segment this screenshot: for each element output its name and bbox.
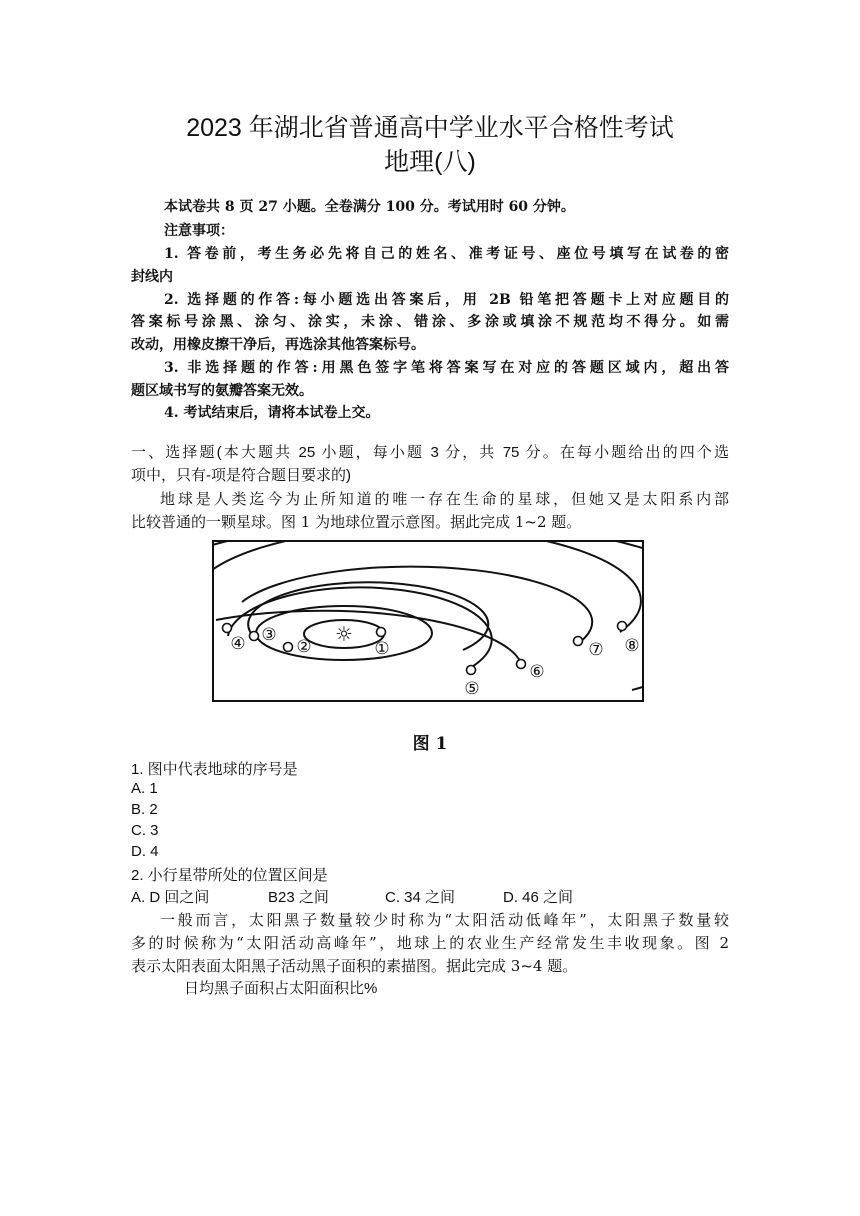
note-line: 题区域书写的氨瓣答案无效。 xyxy=(131,383,313,399)
planets xyxy=(223,622,627,675)
section-heading: 一、选择题(本大题共 25 小题，每小题 3 分，共 75 分。在每小题给出的四个选 xyxy=(131,444,729,461)
question-2-option-c: C. 34 之间 xyxy=(385,889,456,906)
subject-title: 地理(八) xyxy=(384,148,476,176)
planet-label-8: ⑧ xyxy=(624,636,640,656)
planet-8 xyxy=(618,622,627,631)
note-line: 1. 答卷前，考生务必先将自己的姓名、准考证号、座位号填写在试卷的密 xyxy=(164,246,729,262)
orbits xyxy=(212,540,644,690)
passage-line: 表示太阳表面太阳黑子活动黑子面积的素描图。据此完成 3~4 题。 xyxy=(131,957,578,975)
planet-label-3: ③ xyxy=(261,625,277,645)
sun-icon: ☼ xyxy=(335,622,353,646)
planet-label-6: ⑥ xyxy=(529,662,545,682)
planet-2 xyxy=(284,643,293,652)
note-line: 2. 选择题的作答:每小题选出答案后，用 2B 铅笔把答题卡上对应题目的 xyxy=(164,292,729,308)
planet-7 xyxy=(574,637,583,646)
question-2-option-b: B23 之间 xyxy=(268,889,329,906)
note-line: 3. 非选择题的作答:用黑色签字笔将答案写在对应的答题区域内，超出答 xyxy=(164,360,729,376)
exam-intro: 本试卷共 8 页 27 小题。全卷满分 100 分。考试用时 60 分钟。 xyxy=(164,199,575,215)
note-line: 答案标号涂黑、涂匀、涂实，未涂、错涂、多涂或填涂不规范均不得分。如需 xyxy=(131,314,729,330)
orbit-3 xyxy=(248,582,488,650)
note-line: 封线内 xyxy=(131,269,173,285)
question-1-option-d: D. 4 xyxy=(131,843,159,860)
planet-3 xyxy=(250,632,259,641)
planet-label-4: ④ xyxy=(230,634,246,654)
note-line: 改动，用橡皮擦干净后，再选涂其他答案标号。 xyxy=(131,337,425,353)
section-heading-cont: 项中，只有-项是符合题目要求的) xyxy=(131,467,351,484)
passage-line: 多的时候称为“太阳活动高峰年”，地球上的农业生产经常发生丰收现象。图 2 xyxy=(131,934,729,952)
figure-frame xyxy=(213,541,643,701)
chart-axis-label: 日均黑子面积占太阳面积比% xyxy=(184,980,378,997)
planet-1 xyxy=(377,628,386,637)
planet-5 xyxy=(467,666,476,675)
question-2-stem: 2. 小行星带所处的位置区间是 xyxy=(131,867,328,884)
question-1-stem: 1. 图中代表地球的序号是 xyxy=(131,761,298,778)
question-2-option-d: D. 46 之间 xyxy=(503,889,574,906)
planet-label-5: ⑤ xyxy=(464,679,480,699)
exam-title: 2023 年湖北省普通高中学业水平合格性考试 xyxy=(186,114,674,142)
question-1-option-c: C. 3 xyxy=(131,822,159,839)
orbit-7 xyxy=(212,540,641,632)
planet-label-7: ⑦ xyxy=(588,640,604,660)
note-line: 4. 考试结束后，请将本试卷上交。 xyxy=(164,405,380,421)
planet-label-2: ② xyxy=(296,637,312,657)
question-1-option-b: B. 2 xyxy=(131,801,158,818)
planet-4 xyxy=(223,624,232,633)
figure-caption: 图 1 xyxy=(412,734,448,754)
passage-line: 一般而言，太阳黑子数量较少时称为“太阳活动低峰年”，太阳黑子数量较 xyxy=(160,911,729,929)
question-2-option-a: A. D 回之间 xyxy=(131,889,210,906)
planet-label-1: ① xyxy=(374,639,390,659)
solar-system-diagram xyxy=(212,540,644,702)
notes-heading: 注意事项： xyxy=(164,223,234,239)
question-1-option-a: A. 1 xyxy=(131,780,158,797)
orbit-6 xyxy=(242,567,592,642)
passage-line: 地球是人类迄今为止所知道的唯一存在生命的星球，但她又是太阳系内部 xyxy=(160,490,729,508)
passage-line: 比较普通的一颗星球。图 1 为地球位置示意图。据此完成 1~2 题。 xyxy=(131,513,582,531)
planet-6 xyxy=(517,660,526,669)
